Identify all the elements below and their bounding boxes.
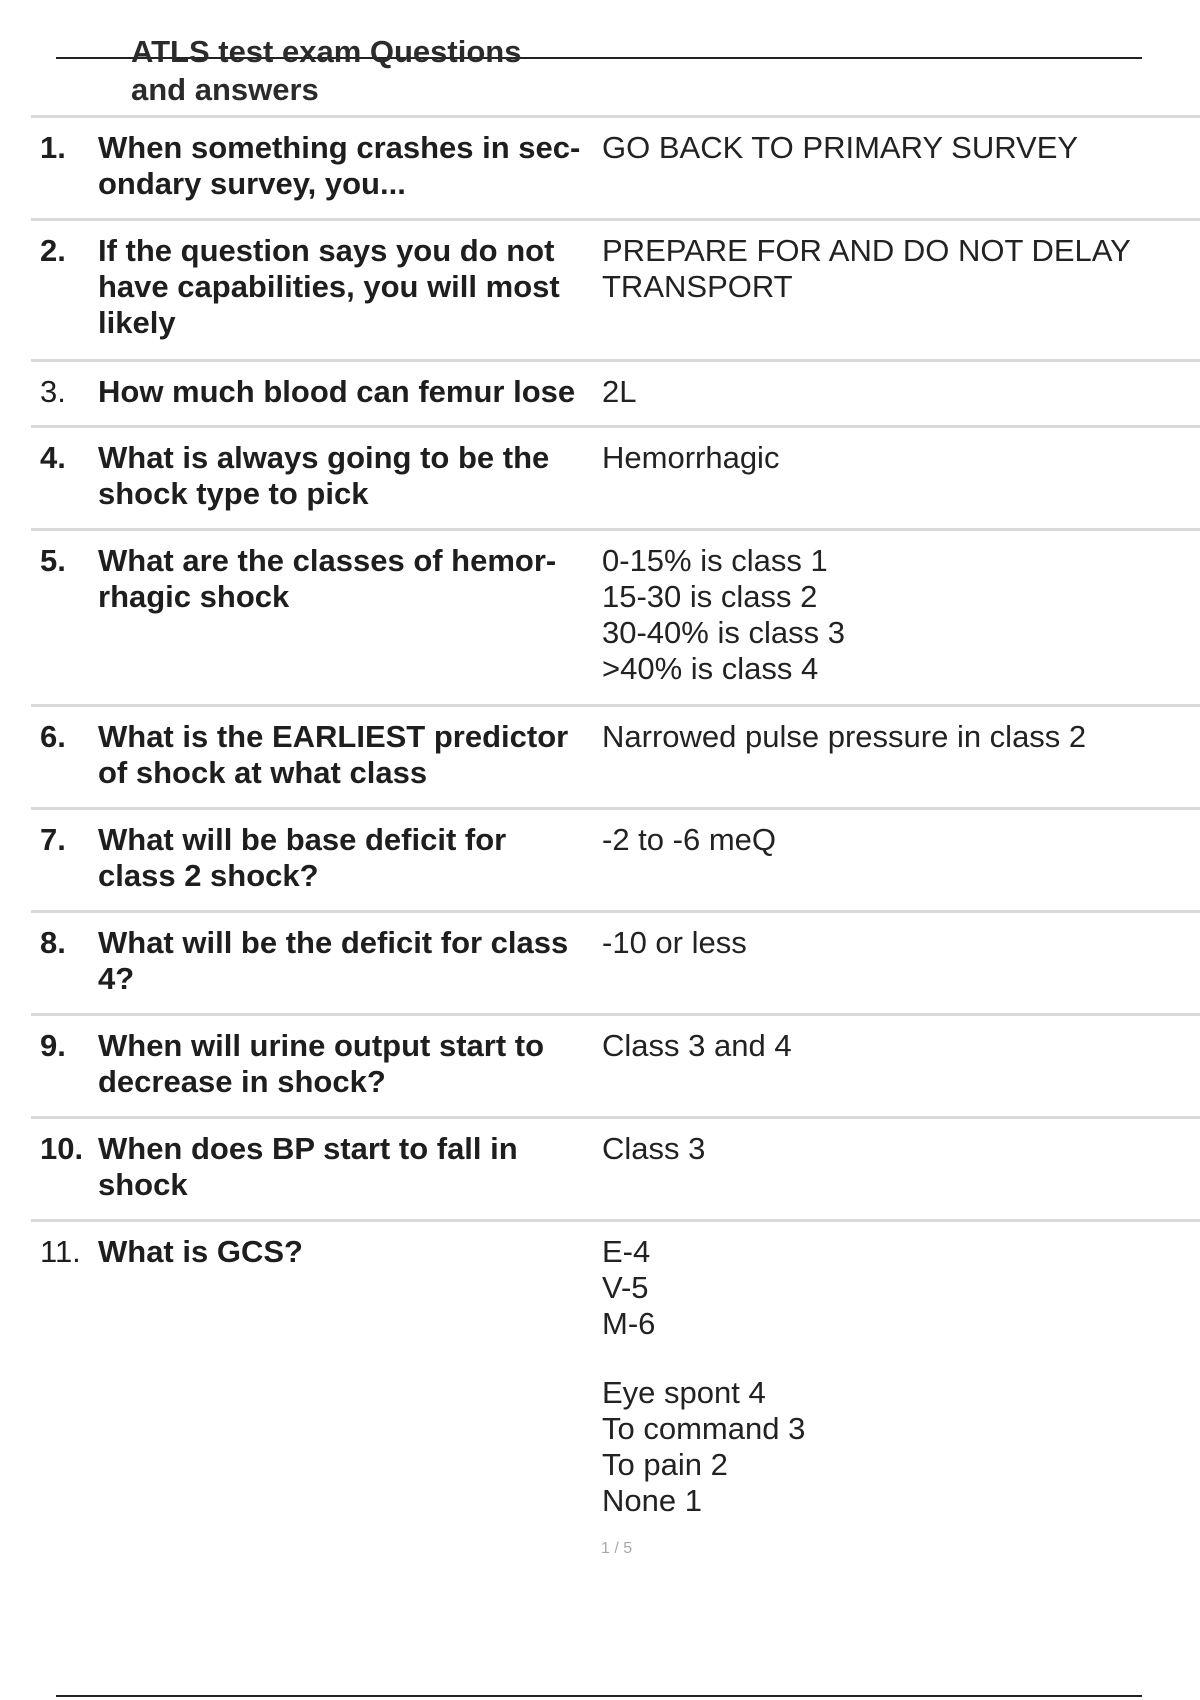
answer-line: -2 to -6 meQ <box>602 822 776 857</box>
answer-line: 15-30 is class 2 <box>602 579 818 614</box>
answer-line: 2L <box>602 374 637 409</box>
answer-line: Class 3 and 4 <box>602 1028 792 1063</box>
document-title-line-2: and answers <box>131 72 319 107</box>
question-text: What will be base deficit for class 2 shock? <box>98 822 507 893</box>
question-number: 10. <box>40 1131 84 1166</box>
question-text: What will be the deficit for class 4? <box>98 925 569 996</box>
question-number: 11. <box>40 1234 81 1269</box>
question-text: How much blood can femur lose <box>98 374 576 409</box>
question-number: 5. <box>40 543 66 578</box>
document-title-line-1: ATLS test exam Questions <box>131 34 522 69</box>
question-number: 4. <box>40 440 66 475</box>
question-text: What is always going to be the shock type to pick <box>98 440 550 511</box>
answer-text <box>602 719 1200 755</box>
answer-line: TRANSPORT <box>602 269 793 304</box>
qa-row <box>31 1219 1200 1569</box>
answer-line: 0-15% is class 1 <box>602 543 828 578</box>
answer-line: -10 or less <box>602 925 747 960</box>
page-indicator: 1 / 5 <box>601 1540 633 1557</box>
answer-line: PREPARE FOR AND DO NOT DELAY <box>602 233 1131 268</box>
answer-line: V-5 <box>602 1270 649 1305</box>
question-text: What is GCS? <box>98 1234 303 1269</box>
question-text: What is the EARLIEST predictor of shock at what class <box>98 719 569 790</box>
answer-line: >40% is class 4 <box>602 651 819 686</box>
question-text: When something crashes in sec- ondary survey, you... <box>98 130 581 201</box>
question-number: 8. <box>40 925 66 960</box>
qa-row <box>31 1116 1200 1219</box>
answer-text <box>602 374 1200 410</box>
answer-line: None 1 <box>602 1483 702 1518</box>
question-number: 1. <box>40 130 66 165</box>
question-text: When does BP start to fall in shock <box>98 1131 518 1202</box>
qa-row <box>31 425 1200 528</box>
question-number: 3. <box>40 374 66 409</box>
qa-row <box>31 807 1200 910</box>
question-number: 2. <box>40 233 66 268</box>
qa-row <box>31 910 1200 1013</box>
answer-text <box>602 822 1200 858</box>
qa-row <box>31 1013 1200 1116</box>
answer-text <box>602 440 1200 476</box>
answer-text <box>602 1131 1200 1167</box>
qa-row <box>31 528 1200 704</box>
answer-text <box>602 130 1200 166</box>
answer-line: E-4 <box>602 1234 651 1269</box>
answer-line: Narrowed pulse pressure in class 2 <box>602 719 1087 754</box>
answer-text <box>602 925 1200 961</box>
answer-line: To command 3 <box>602 1411 806 1446</box>
answer-spacer <box>602 1342 1200 1375</box>
answer-line: Hemorrhagic <box>602 440 780 475</box>
answer-text <box>602 233 1200 305</box>
question-number: 7. <box>40 822 66 857</box>
qa-list <box>31 115 1200 1569</box>
footer-rule <box>56 1695 1142 1697</box>
question-number: 9. <box>40 1028 66 1063</box>
answer-line: M-6 <box>602 1306 656 1341</box>
answer-line: Class 3 <box>602 1131 706 1166</box>
answer-text <box>602 1028 1200 1064</box>
answer-line: To pain 2 <box>602 1447 728 1482</box>
answer-text <box>602 1234 1200 1519</box>
answer-line: Eye spont 4 <box>602 1375 766 1410</box>
question-text: When will urine output start to decrease in shock? <box>98 1028 545 1099</box>
answer-line: GO BACK TO PRIMARY SURVEY <box>602 130 1079 165</box>
question-text: If the question says you do not have capabilities, you will most likely <box>98 233 560 340</box>
answer-text <box>602 543 1200 687</box>
question-number: 6. <box>40 719 66 754</box>
qa-row <box>31 704 1200 807</box>
question-text: What are the classes of hemor- rhagic shock <box>98 543 557 614</box>
document-title <box>131 33 591 109</box>
answer-line: 30-40% is class 3 <box>602 615 845 650</box>
qa-row <box>31 359 1200 425</box>
qa-row <box>31 115 1200 218</box>
qa-row <box>31 218 1200 359</box>
